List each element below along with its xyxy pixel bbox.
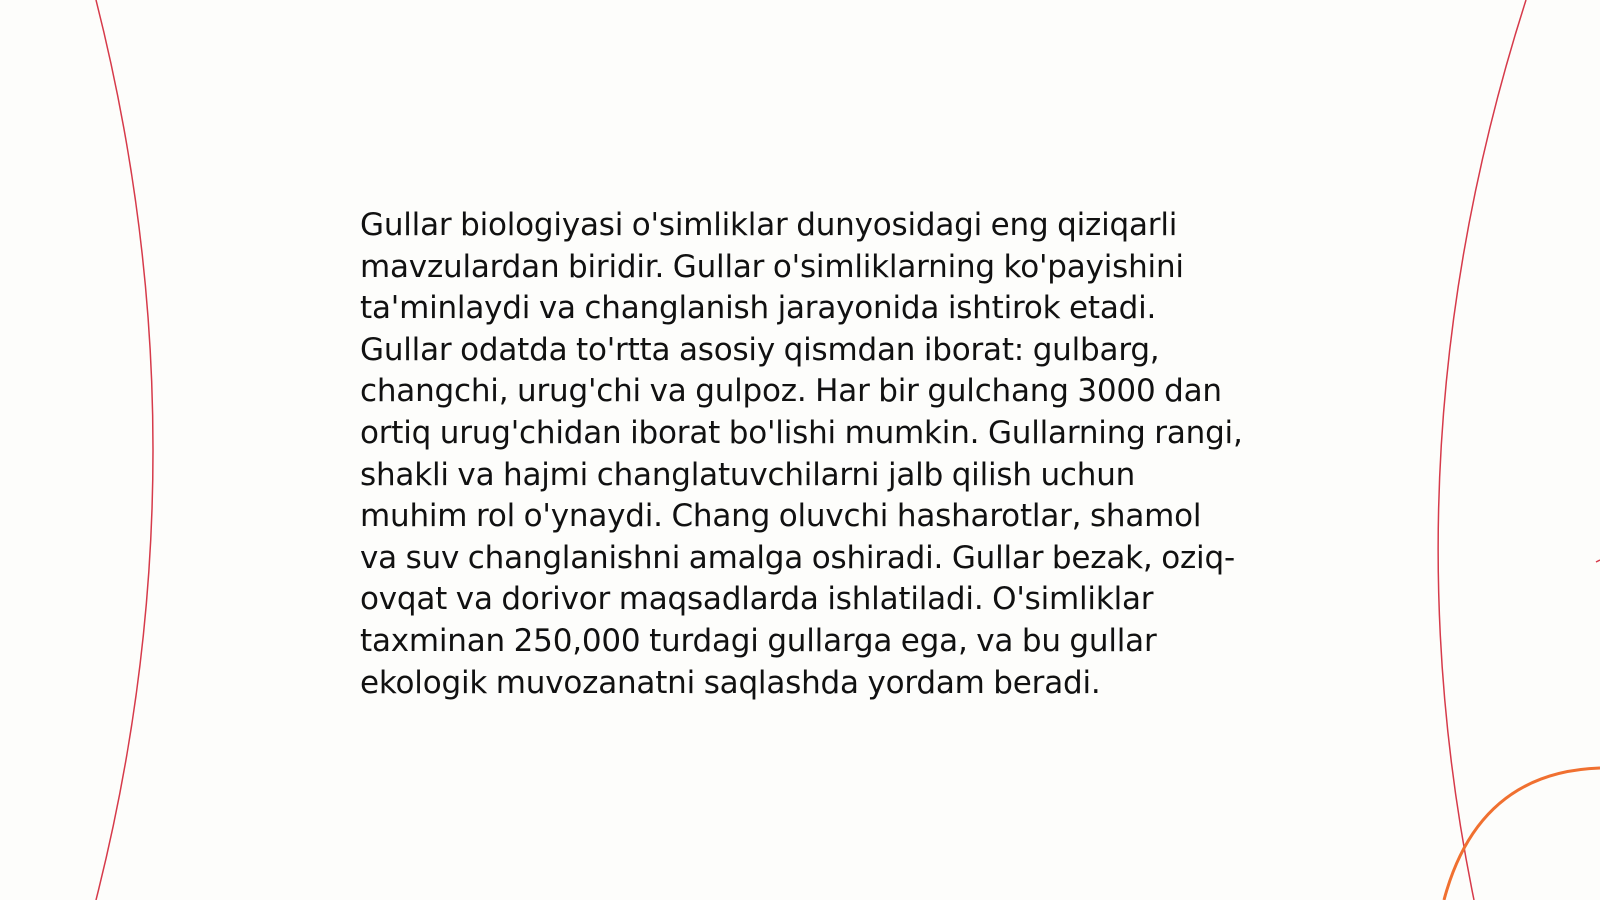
right-curve-line [1438,0,1526,900]
orange-arc [1444,768,1600,900]
left-curve-line [96,0,153,900]
tiny-tick-mark [1596,560,1600,562]
body-text: Gullar biologiyasi o'simliklar dunyosidagi eng qiziqarli mavzulardan biridir. Gullar o'simliklarning ko'payishini ta'minlaydi va changlanish jarayonida ishtirok etadi. Gullar odatda to'rtta asosiy qismdan iborat: gulbarg, changchi, urug'chi va gulpoz. Har bir gulchang 3000 dan ortiq urug'chidan iborat bo'lishi mumkin. Gullarning rangi, shakli va hajmi changlatuvchilarni jalb qilish uchun muhim rol o'ynaydi. Chang oluvchi hasharotlar, shamol va suv changlanishni amalga oshiradi. Gullar bezak, oziq-ovqat va dorivor maqsadlarda ishlatiladi. O'simliklar taxminan 250,000 turdagi gullarga ega, va bu gullar ekologik muvozanatni saqlashda yordam beradi. [360,207,1243,701]
